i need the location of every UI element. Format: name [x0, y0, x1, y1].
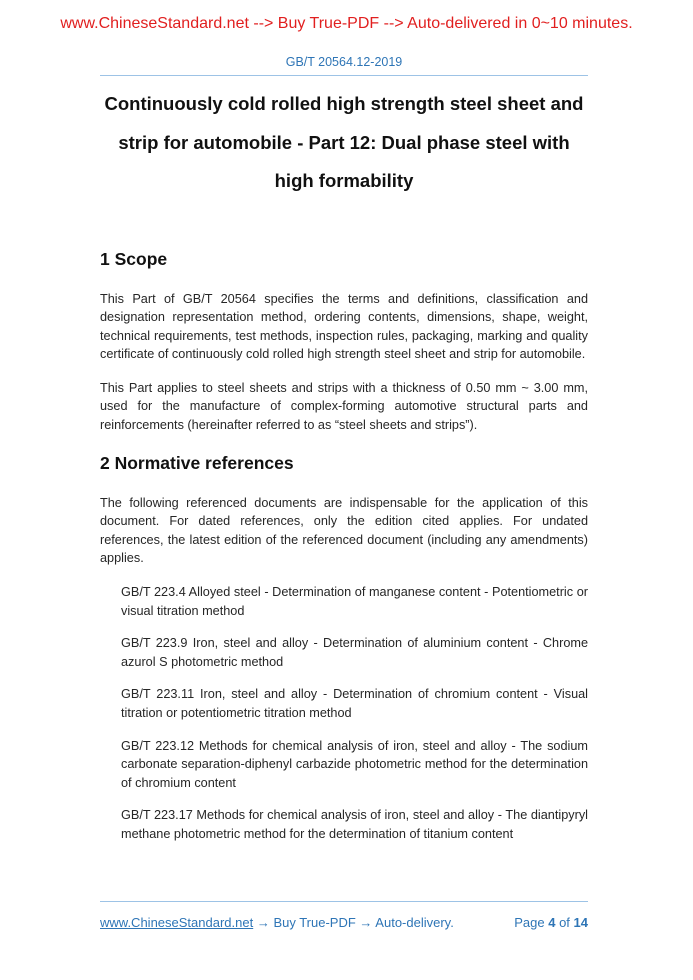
- scope-heading: 1 Scope: [100, 248, 168, 269]
- title-line: Continuously cold rolled high strength steel sheet and: [104, 93, 584, 114]
- normative-intro: The following referenced documents are indispensable for the application of this document. For dated references, only the edition cited applies. For undated references, the latest edition of the referenced document (including any amendments) applies.: [100, 495, 588, 566]
- footer-rule: [100, 901, 588, 902]
- reference-item: GB/T 223.17 Methods for chemical analysis of iron, steel and alloy - The diantipyryl methane photometric method for the determination of titanium content: [121, 808, 588, 841]
- doc-number: GB/T 20564.12-2019: [285, 55, 403, 69]
- title-line: high formability: [274, 170, 414, 191]
- header-rule: [100, 75, 588, 76]
- document-title: [100, 85, 588, 201]
- reference-item: GB/T 223.11 Iron, steel and alloy - Determination of chromium content - Visual titration or potentiometric titration method: [121, 687, 588, 720]
- scope-paragraph-2: This Part applies to steel sheets and strips with a thickness of 0.50 mm ~ 3.00 mm, used for the manufacture of complex-forming automotive structural parts and reinforcements (hereinafter referred to as “steel sheets and strips”).: [100, 380, 588, 433]
- page-label: Page: [514, 915, 545, 930]
- footer-tagline: [100, 913, 454, 932]
- page-indicator: [514, 913, 588, 932]
- title-line: strip for automobile - Part 12: Dual phase steel with: [118, 131, 570, 153]
- page-current: 4: [548, 915, 556, 930]
- footer-site-link[interactable]: www.ChineseStandard.net: [100, 915, 254, 930]
- reference-item: GB/T 223.4 Alloyed steel - Determination of manganese content - Potentiometric or visual titration method: [121, 585, 588, 618]
- footer-tagline-text: → Buy True-PDF → Auto-delivery.: [256, 915, 454, 930]
- page-total: 14: [573, 915, 588, 930]
- page-of-label: of: [559, 915, 570, 930]
- reference-item: GB/T 223.12 Methods for chemical analysis of iron, steel and alloy - The sodium carbonate separation-diphenyl carbazide photometric method for the determination of chromium content: [121, 738, 588, 790]
- promo-banner-link[interactable]: www.ChineseStandard.net --> Buy True-PDF --> Auto-delivered in 0~10 minutes.: [60, 15, 633, 32]
- page-footer: [100, 901, 588, 932]
- scope-paragraph-1: This Part of GB/T 20564 specifies the terms and definitions, classification and designation representation method, ordering contents, dimensions, shape, weight, technical requirements, test methods, inspection rules, packaging, marking and quality certificate of continuously cold rolled high strength steel sheet and strip for automobile.: [100, 291, 588, 362]
- reference-item: GB/T 223.9 Iron, steel and alloy - Determination of aluminium content - Chrome azurol S photometric method: [121, 636, 588, 669]
- normative-references-heading: 2 Normative references: [100, 452, 294, 473]
